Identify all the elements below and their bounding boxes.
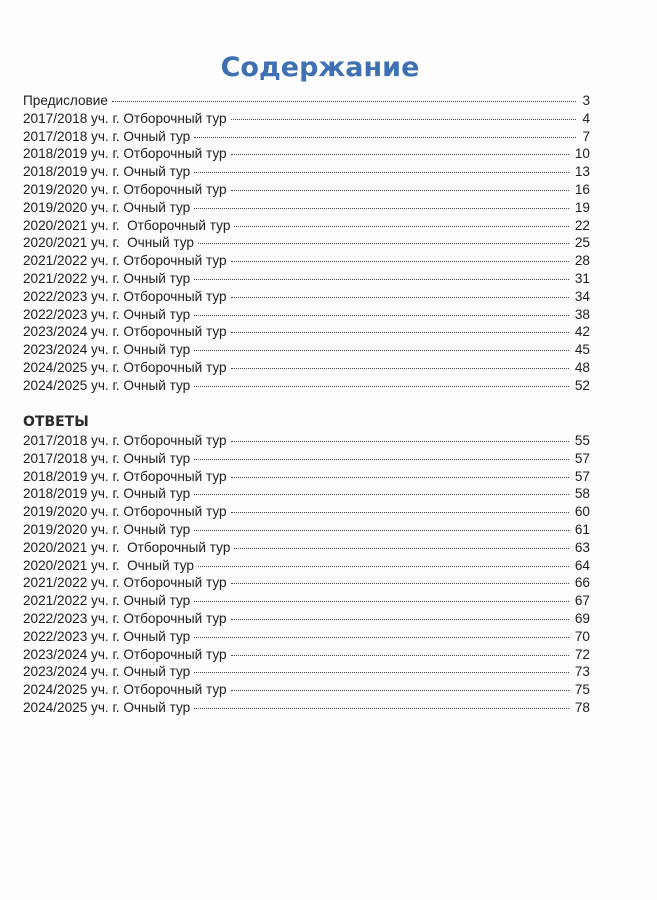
toc-entry xyxy=(23,234,590,252)
toc-entry-page-number: 75 xyxy=(574,682,590,698)
toc-entry-label: 2017/2018 уч. г. Отборочный тур xyxy=(23,110,227,126)
toc-entry xyxy=(23,341,590,359)
dot-leader xyxy=(234,548,568,549)
dot-leader xyxy=(231,690,569,691)
dot-leader xyxy=(198,243,569,244)
toc-entry xyxy=(23,485,590,503)
toc-entry-page-number: 57 xyxy=(574,468,590,484)
toc-entry-label: 2021/2022 уч. г. Отборочный тур xyxy=(23,253,227,269)
toc-entry-page-number: 13 xyxy=(574,164,590,180)
toc-entry xyxy=(23,574,590,592)
toc-entry-page-number: 48 xyxy=(574,359,590,375)
toc-entry-page-number: 42 xyxy=(574,324,590,340)
dot-leader xyxy=(194,208,569,209)
toc-entry-page-number: 78 xyxy=(574,699,590,715)
toc-answers-list xyxy=(23,432,590,717)
dot-leader xyxy=(194,601,569,602)
toc-entry-label: Предисловие xyxy=(23,93,108,108)
toc-entry-label: 2020/2021 уч. г. Очный тур xyxy=(23,235,194,251)
toc-entry xyxy=(23,288,590,306)
toc-entry-page-number: 58 xyxy=(574,486,590,502)
toc-entry-page-number: 19 xyxy=(574,199,590,215)
toc-entry-label: 2019/2020 уч. г. Очный тур xyxy=(23,199,191,215)
toc-entry-label: 2022/2023 уч. г. Отборочный тур xyxy=(23,610,227,626)
toc-entry-page-number: 7 xyxy=(582,128,590,144)
toc-entry-label: 2024/2025 уч. г. Очный тур xyxy=(23,377,191,393)
toc-entry-label: 2022/2023 уч. г. Очный тур xyxy=(23,628,191,644)
toc-entry-page-number: 64 xyxy=(574,557,590,573)
toc-entry-page-number: 10 xyxy=(574,146,590,162)
toc-entry-label: 2023/2024 уч. г. Отборочный тур xyxy=(23,646,227,662)
dot-leader xyxy=(194,350,569,351)
dot-leader xyxy=(194,637,569,638)
toc-entry xyxy=(23,377,590,395)
toc-entry xyxy=(23,646,590,664)
toc-entry-page-number: 31 xyxy=(574,270,590,286)
toc-entry-page-number: 73 xyxy=(574,664,590,680)
toc-entry xyxy=(23,699,590,717)
toc-entry-label: 2019/2020 уч. г. Очный тур xyxy=(23,521,191,537)
toc-entry xyxy=(23,92,590,110)
toc-entry xyxy=(23,181,590,199)
dot-leader xyxy=(194,494,569,495)
dot-leader xyxy=(231,190,569,191)
answers-heading: ОТВЕТЫ xyxy=(23,414,89,430)
toc-entry-label: 2018/2019 уч. г. Отборочный тур xyxy=(23,468,227,484)
toc-entry xyxy=(23,145,590,163)
toc-entry-page-number: 4 xyxy=(582,110,590,126)
toc-entry-label: 2018/2019 уч. г. Очный тур xyxy=(23,164,191,180)
dot-leader xyxy=(194,279,569,280)
toc-entry-label: 2024/2025 уч. г. Отборочный тур xyxy=(23,359,227,375)
toc-entry-page-number: 66 xyxy=(574,575,590,591)
dot-leader xyxy=(112,101,577,102)
toc-entry xyxy=(23,539,590,557)
dot-leader xyxy=(194,459,569,460)
page-title: Содержание xyxy=(220,52,420,84)
toc-entry-page-number: 34 xyxy=(574,288,590,304)
toc-entry-label: 2023/2024 уч. г. Очный тур xyxy=(23,342,191,358)
dot-leader xyxy=(231,583,569,584)
toc-entry-page-number: 61 xyxy=(574,521,590,537)
toc-entry-label: 2019/2020 уч. г. Отборочный тур xyxy=(23,504,227,520)
toc-entry-label: 2023/2024 уч. г. Очный тур xyxy=(23,664,191,680)
dot-leader xyxy=(231,154,569,155)
toc-entry xyxy=(23,628,590,646)
toc-entry-label: 2017/2018 уч. г. Очный тур xyxy=(23,450,191,466)
toc-entry-label: 2024/2025 уч. г. Отборочный тур xyxy=(23,682,227,698)
toc-entry-label: 2021/2022 уч. г. Отборочный тур xyxy=(23,575,227,591)
toc-entry-label: 2017/2018 уч. г. Очный тур xyxy=(23,128,191,144)
toc-entry-page-number: 67 xyxy=(574,593,590,609)
toc-entry xyxy=(23,557,590,575)
toc-entry-page-number: 70 xyxy=(574,628,590,644)
dot-leader xyxy=(231,261,569,262)
toc-entry-page-number: 52 xyxy=(574,377,590,393)
toc-entry-page-number: 72 xyxy=(574,646,590,662)
toc-main-section xyxy=(23,92,590,395)
toc-entry-page-number: 57 xyxy=(574,450,590,466)
toc-entry-label: 2022/2023 уч. г. Очный тур xyxy=(23,306,191,322)
dot-leader xyxy=(231,119,577,120)
toc-entry xyxy=(23,199,590,217)
toc-entry-page-number: 22 xyxy=(574,217,590,233)
dot-leader xyxy=(194,386,569,387)
toc-entry-label: 2021/2022 уч. г. Очный тур xyxy=(23,593,191,609)
dot-leader xyxy=(231,477,569,478)
toc-entry xyxy=(23,217,590,235)
toc-entry xyxy=(23,306,590,324)
toc-entry xyxy=(23,503,590,521)
toc-entry xyxy=(23,663,590,681)
toc-entry-label: 2019/2020 уч. г. Отборочный тур xyxy=(23,181,227,197)
toc-entry xyxy=(23,681,590,699)
toc-entry-page-number: 3 xyxy=(582,93,590,108)
toc-entry xyxy=(23,359,590,377)
toc-entry-page-number: 55 xyxy=(574,433,590,448)
dot-leader xyxy=(234,226,568,227)
toc-entry-page-number: 60 xyxy=(574,504,590,520)
dot-leader xyxy=(194,672,569,673)
toc-entry-label: 2020/2021 уч. г. Отборочный тур xyxy=(23,539,231,555)
toc-entry-page-number: 63 xyxy=(574,539,590,555)
toc-entry-label: 2022/2023 уч. г. Отборочный тур xyxy=(23,288,227,304)
toc-entry-page-number: 45 xyxy=(574,342,590,358)
toc-entry-page-number: 69 xyxy=(574,610,590,626)
dot-leader xyxy=(231,619,569,620)
toc-entry-page-number: 38 xyxy=(574,306,590,322)
dot-leader xyxy=(231,332,569,333)
toc-answers-section xyxy=(23,413,590,717)
dot-leader xyxy=(231,512,569,513)
dot-leader xyxy=(231,441,569,442)
dot-leader xyxy=(194,315,569,316)
toc-entry xyxy=(23,110,590,128)
toc-entry xyxy=(23,128,590,146)
dot-leader xyxy=(194,708,569,709)
toc-entry xyxy=(23,468,590,486)
dot-leader xyxy=(231,655,569,656)
toc-entry-label: 2024/2025 уч. г. Очный тур xyxy=(23,699,191,715)
toc-entry xyxy=(23,592,590,610)
toc-entry-label: 2018/2019 уч. г. Отборочный тур xyxy=(23,146,227,162)
toc-main-list xyxy=(23,92,590,395)
dot-leader xyxy=(231,368,569,369)
toc-entry xyxy=(23,450,590,468)
toc-entry xyxy=(23,610,590,628)
toc-entry-label: 2023/2024 уч. г. Отборочный тур xyxy=(23,324,227,340)
toc-entry xyxy=(23,252,590,270)
toc-entry-page-number: 25 xyxy=(574,235,590,251)
toc-entry xyxy=(23,270,590,288)
dot-leader xyxy=(194,530,569,531)
toc-entry xyxy=(23,323,590,341)
dot-leader xyxy=(194,172,569,173)
toc-entry-label: 2020/2021 уч. г. Очный тур xyxy=(23,557,194,573)
toc-entry xyxy=(23,432,590,450)
toc-entry-label: 2021/2022 уч. г. Очный тур xyxy=(23,270,191,286)
toc-entry xyxy=(23,163,590,181)
toc-entry-page-number: 16 xyxy=(574,181,590,197)
dot-leader xyxy=(198,566,569,567)
dot-leader xyxy=(231,297,569,298)
toc-entry-label: 2020/2021 уч. г. Отборочный тур xyxy=(23,217,231,233)
toc-entry-page-number: 28 xyxy=(574,253,590,269)
toc-entry xyxy=(23,521,590,539)
toc-entry-label: 2018/2019 уч. г. Очный тур xyxy=(23,486,191,502)
toc-entry-label: 2017/2018 уч. г. Отборочный тур xyxy=(23,433,227,448)
dot-leader xyxy=(194,137,576,138)
